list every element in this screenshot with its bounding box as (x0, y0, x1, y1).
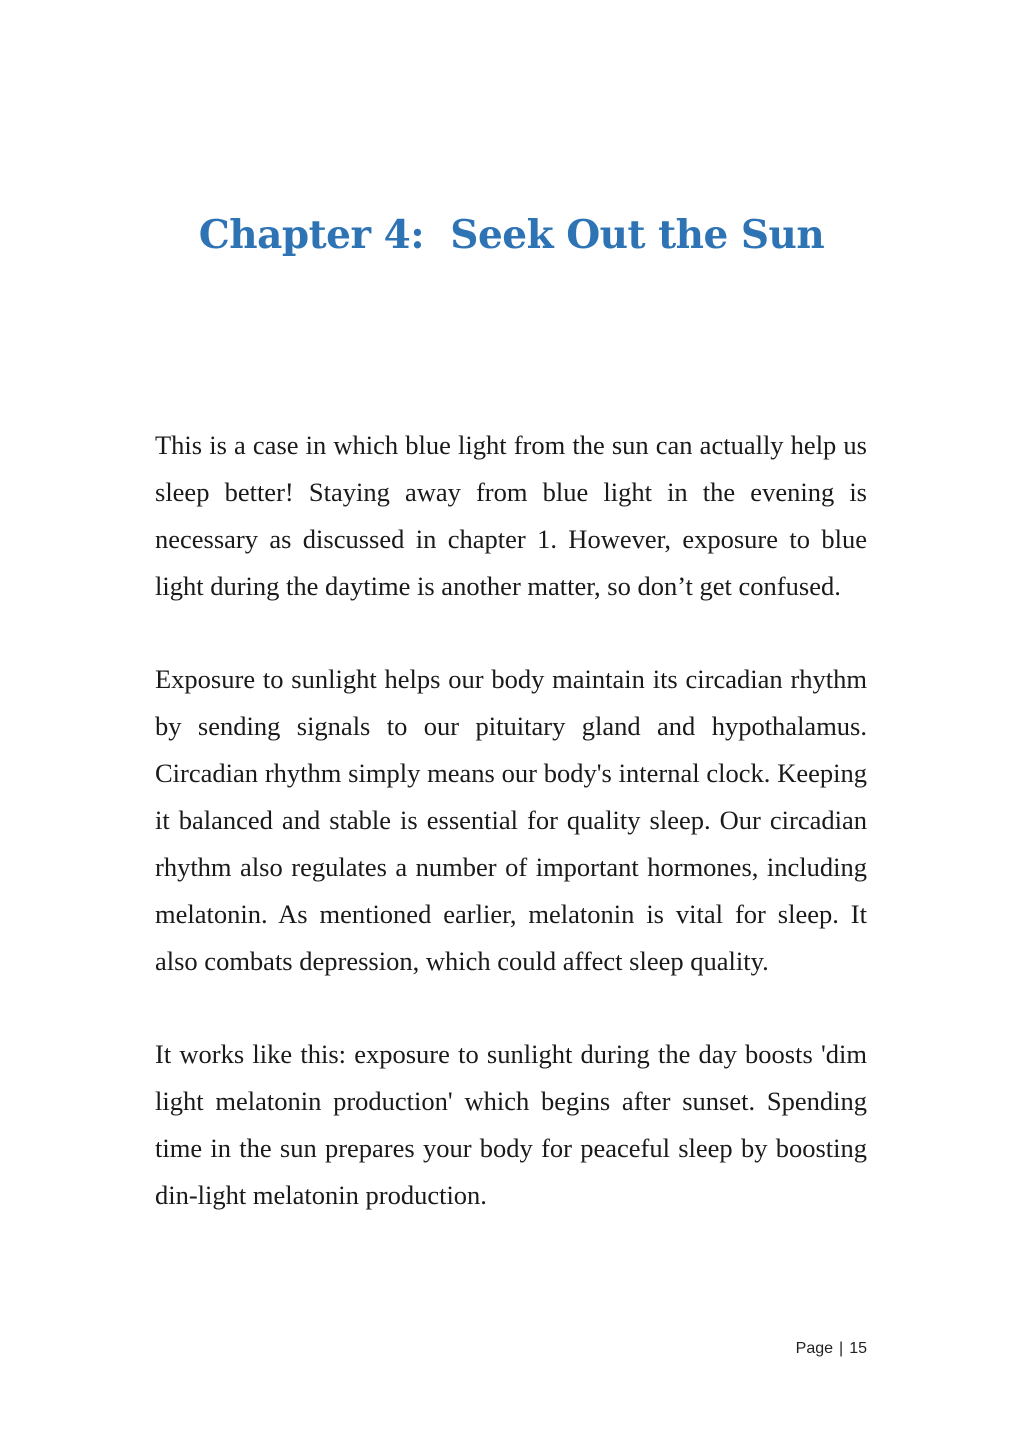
body-text (155, 422, 867, 1219)
page-footer (155, 1340, 867, 1358)
page-label: Page (795, 1340, 834, 1357)
paragraph-1: This is a case in which blue light from the sun can actually help us sleep better! Staying away from blue light in the evening is necessary as discussed in chapter 1. However, exposure to blue light during the daytime is another matter, so don’t get confused. (155, 430, 867, 601)
chapter-title: Chapter 4: Seek Out the Sun (198, 212, 825, 258)
page-separator: | (839, 1340, 844, 1357)
paragraph-2: Exposure to sunlight helps our body maintain its circadian rhythm by sending signals to our pituitary gland and hypothalamus. Circadian rhythm simply means our body's internal clock. Keeping it balanced and stable is essential for quality sleep. Our circadian rhythm also regulates a number of important hormones, including melatonin. As mentioned earlier, melatonin is vital for sleep. It also combats depression, which could affect sleep quality. (155, 664, 867, 976)
page-number: 15 (849, 1340, 867, 1357)
paragraph-3: It works like this: exposure to sunlight during the day boosts 'dim light melatonin production' which begins after sunset. Spending time in the sun prepares your body for peaceful sleep by boosting din-light melatonin production. (155, 1039, 867, 1210)
